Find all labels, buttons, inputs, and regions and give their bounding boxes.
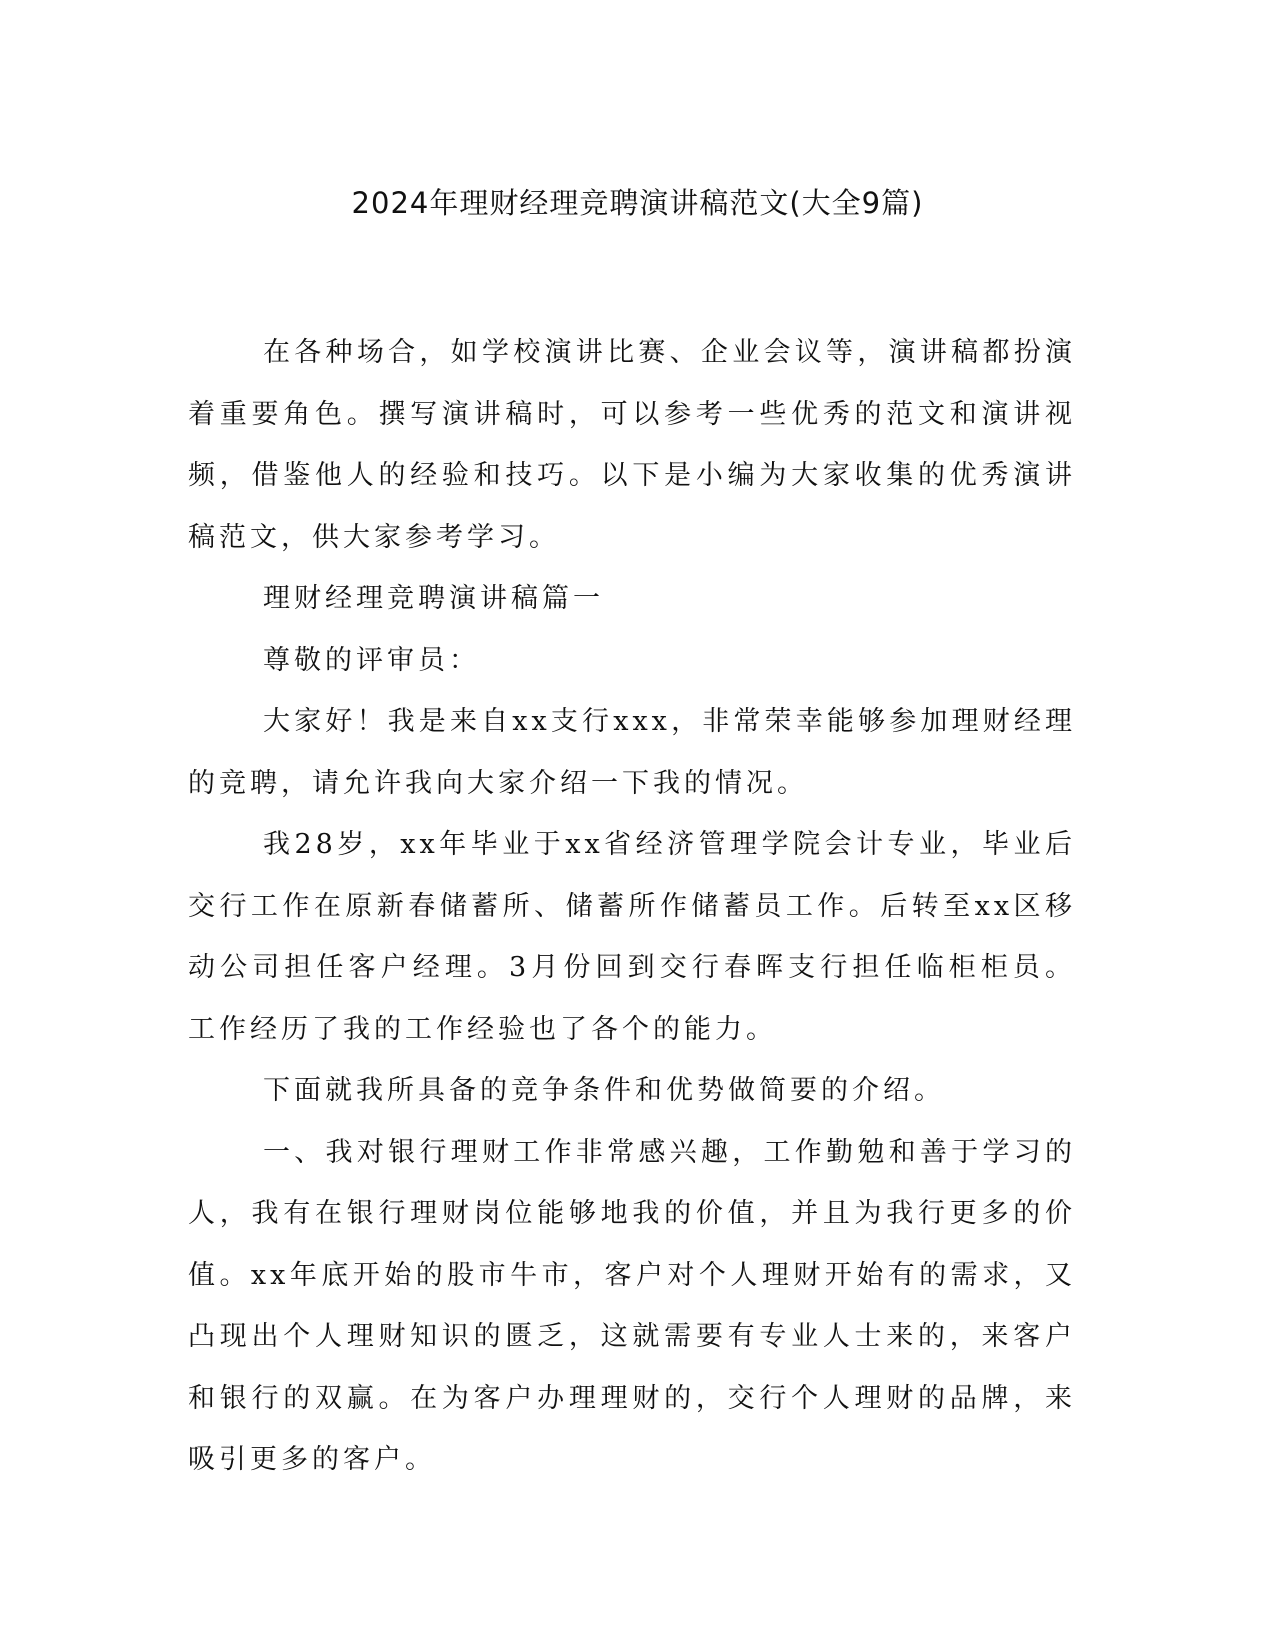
- background-paragraph: 我28岁，xx年毕业于xx省经济管理学院会计专业，毕业后交行工作在原新春储蓄所、储蓄所作储蓄员工作。后转至xx区移动公司担任客户经理。3月份回到交行春晖支行担任临柜柜员。工作经历了我的工作经验也了各个的能力。: [188, 829, 1076, 1045]
- document-body: [188, 322, 1076, 1491]
- document-title: 2024年理财经理竞聘演讲稿范文(大全9篇): [351, 186, 924, 220]
- point-one-paragraph: 一、我对银行理财工作非常感兴趣，工作勤勉和善于学习的人，我有在银行理财岗位能够地我的价值，并且为我行更多的价值。xx年底开始的股市牛市，客户对个人理财开始有的需求，又凸现出个人理财知识的匮乏，这就需要有专业人士来的，来客户和银行的双赢。在为客户办理理财的，交行个人理财的品牌，来吸引更多的客户。: [188, 1136, 1076, 1475]
- transition-paragraph: 下面就我所具备的竞争条件和优势做简要的介绍。: [263, 1075, 945, 1106]
- greeting-paragraph: 大家好！我是来自xx支行xxx，非常荣幸能够参加理财经理的竞聘，请允许我向大家介绍一下我的情况。: [188, 706, 1076, 799]
- salutation: 尊敬的评审员：: [263, 644, 480, 676]
- section-heading: 理财经理竞聘演讲稿篇一: [263, 583, 604, 614]
- intro-paragraph: 在各种场合，如学校演讲比赛、企业会议等，演讲稿都扮演着重要角色。撰写演讲稿时，可以参考一些优秀的范文和演讲视频，借鉴他人的经验和技巧。以下是小编为大家收集的优秀演讲稿范文，供大家参考学习。: [188, 337, 1076, 553]
